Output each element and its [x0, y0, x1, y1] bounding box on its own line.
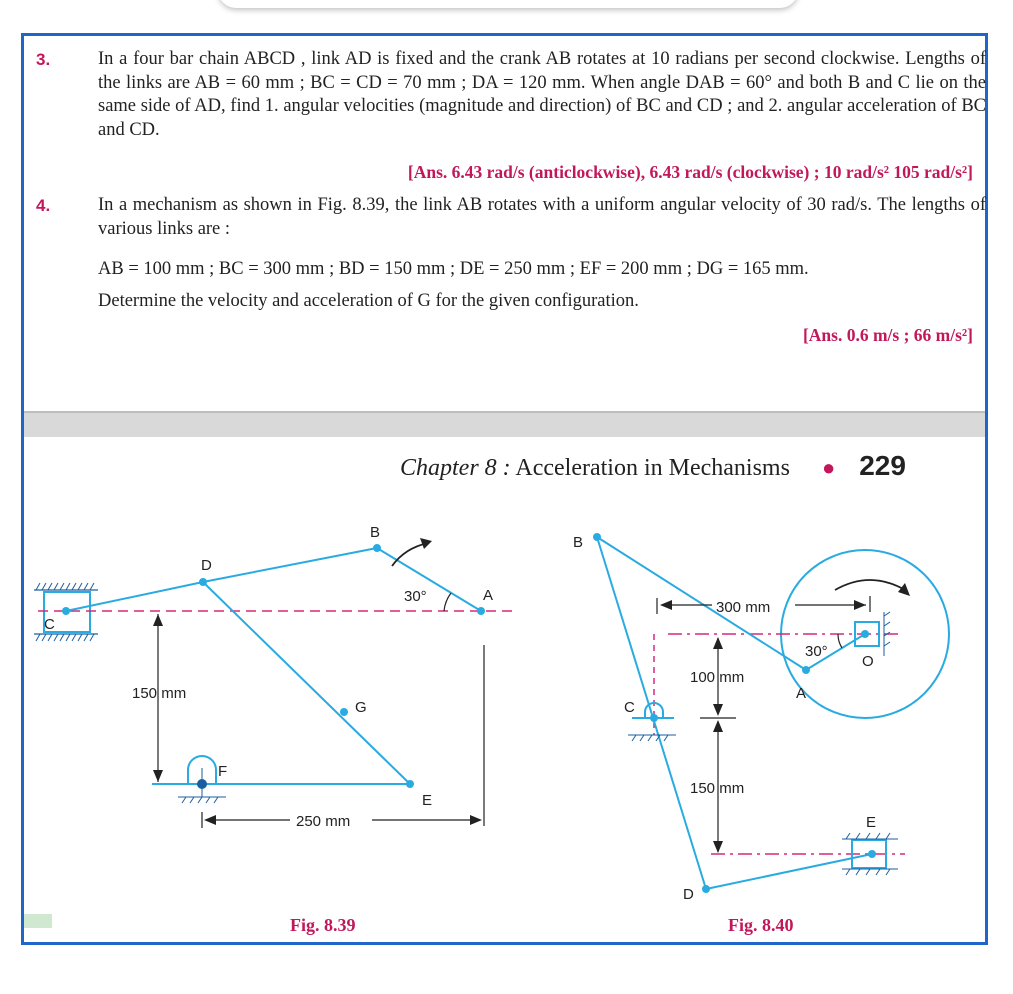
label-d: D: [683, 886, 694, 903]
arrow-up-icon: [713, 720, 723, 732]
arrow-head-icon: [898, 583, 910, 596]
arrow-down-icon: [713, 704, 723, 716]
page-number: 229: [859, 450, 906, 481]
rotation-arrow: [835, 580, 905, 590]
problem-text: In a mechanism as shown in Fig. 8.39, the link AB rotates with a uniform angular velocity of 30 rad/s. The lengths of various links are :: [98, 195, 986, 239]
arrow-down-icon: [713, 841, 723, 853]
label-c: C: [624, 699, 635, 716]
label-a: A: [483, 587, 494, 604]
fig40-joints: [593, 533, 876, 893]
dim-100: 100 mm: [690, 669, 745, 686]
angle-arc: [838, 634, 842, 648]
label-c: C: [44, 616, 55, 633]
label-b: B: [370, 524, 381, 541]
green-marker: [24, 914, 52, 928]
label-o: O: [862, 653, 874, 670]
fig40-links: [597, 537, 886, 889]
dim-150: 150 mm: [690, 780, 745, 797]
label-f: F: [218, 763, 228, 780]
problem-number: 3.: [36, 50, 51, 69]
dim-250: 250 mm: [296, 813, 351, 830]
chapter-label: Chapter 8 :: [400, 455, 511, 481]
chapter-title: Acceleration in Mechanisms: [515, 455, 790, 481]
angle-label: 30°: [805, 643, 828, 660]
fig40-ground: [628, 612, 898, 875]
problem-lengths: AB = 100 mm ; BC = 300 mm ; BD = 150 mm ; DE = 250 mm ; EF = 200 mm ; DG = 165 mm.: [98, 259, 809, 279]
problem-question: Determine the velocity and acceleration of G for the given configuration.: [98, 291, 639, 311]
arrow-right-icon: [854, 600, 866, 610]
problem-3-answer: [Ans. 6.43 rad/s (anticlockwise), 6.43 rad/s (clockwise) ; 10 rad/s² 105 rad/s²]: [407, 162, 973, 182]
fig-8-39-caption: Fig. 8.39: [290, 915, 356, 935]
label-g: G: [355, 699, 367, 716]
label-b: B: [573, 534, 584, 551]
label-e: E: [866, 814, 877, 831]
arrow-up-icon: [713, 637, 723, 649]
dim-150: 150 mm: [132, 685, 187, 702]
problem-number: 4.: [36, 196, 51, 215]
angle-label: 30°: [404, 588, 427, 605]
label-a: A: [796, 685, 807, 702]
label-e: E: [422, 792, 433, 809]
problem-text: In a four bar chain ABCD , link AD is fixed and the crank AB rotates at 10 radians per second clockwise. Lengths of the links are AB = 60 mm ; BC = CD = 70 mm ; DA = 120 mm. When angle DAB = 60° and both B and C lie on the same side of AD, find 1. angular velocities (magnitude and direction) of BC and CD ; and 2. angular acceleration of BC and CD.: [98, 49, 986, 140]
arrow-left-icon: [660, 600, 672, 610]
dim-300: 300 mm: [716, 599, 771, 616]
problem-4-answer: [Ans. 0.6 m/s ; 66 m/s²]: [802, 325, 973, 345]
label-d: D: [201, 557, 212, 574]
fig-8-40-caption: Fig. 8.40: [728, 915, 794, 935]
bullet-icon: ●: [821, 455, 836, 480]
